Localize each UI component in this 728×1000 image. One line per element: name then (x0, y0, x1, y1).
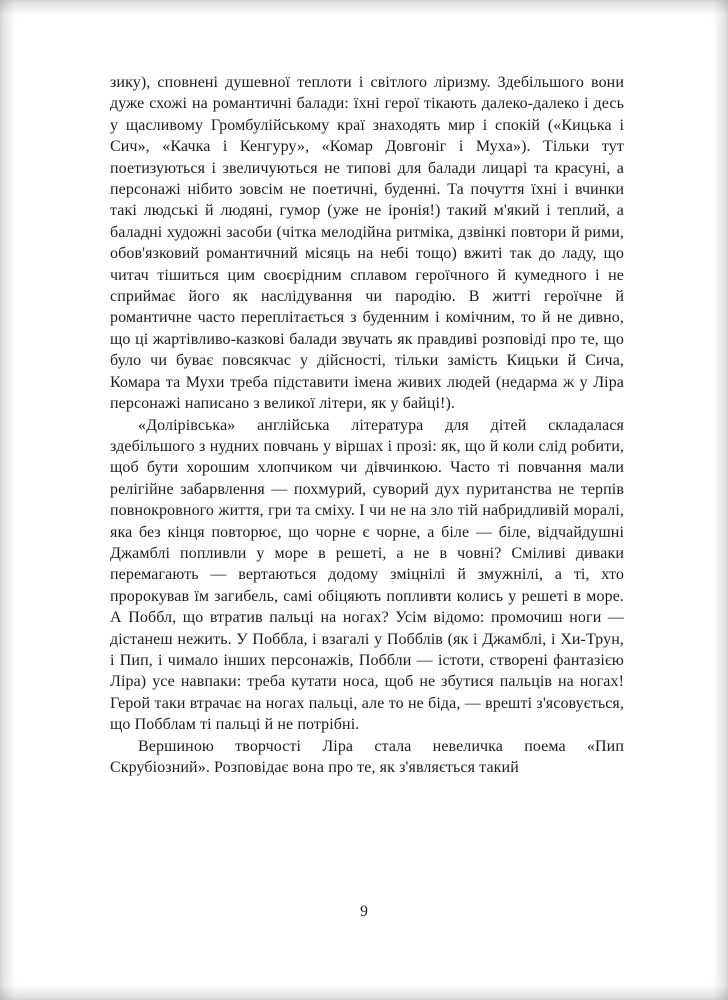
scan-shadow-top (0, 0, 728, 14)
text-block (110, 72, 624, 778)
scan-shadow-right (714, 0, 728, 1000)
paragraph: Вершиною творчості Ліра стала невеличка поема «Пип Скрубіозний». Розповідає вона про те, як з'являється такий (110, 737, 624, 776)
paragraph-continuation: зику), сповнені душевної теплоти і світлого ліризму. Здебільшого вони дуже схожі на романтичні балади: їхні герої тікають далеко-далеко і десь у щасливому Громбулійському краї знаходять мир і спокій («Кицька і Сич», «Качка і Кенгуру», «Комар Довгоніг і Муха»). Тільки тут поетизуються і звеличуються не типові для балади лицарі та красуні, а персонажі нібито зовсім не поетичні, буденні. Та почуття їхні і вчинки такі людські й людяні, гумор (уже не іронія!) такий м'який і теплий, а баладні художні засоби (чітка мелодійна ритміка, дзвінкі повтори й рими, обов'язковий романтичний місяць на небі тощо) вжиті так до ладу, що читач тішиться цим своєрідним сплавом героїчного й кумедного і не сприймає його як наслідування чи пародію. В житті героїчне й романтичне часто переплітається з буденним і комічним, то й не дивно, що ці жартівливо-казкові балади звучать як правдиві розповіді про те, що було чи буває повсякчас у дійсності, тільки замість Кицьки й Сича, Комара та Мухи треба підставити імена живих людей (недарма ж у Ліра персонажі написано з великої літери, як у байці!). (110, 74, 624, 413)
paragraph: «Долірівська» англійська література для дітей складалася здебільшого з нудних повчань у віршах і прозі: як, що й коли слід робити, щоб бути хорошим хлопчиком чи дівчинкою. Часто ті повчання мали релігійне забарвлення — похмурий, суворий дух пуританства не терпів повнокровного життя, гри та сміху. І чи не на зло тій набридливій моралі, яка без кінця повторює, що чорне є чорне, а біле — біле, відчайдушні Джамблі попливли у море в решеті, а не в човні? Сміливі диваки перемагають — вертаються додому зміцнілі й змужнілі, а ті, хто пророкував їм загибель, самі обіцяють попливти колись у решеті в море. А Поббл, що втратив пальці на ногах? Усім відомо: промочиш ноги — дістанеш нежить. У Поббла, і взагалі у Побблів (як і Джамблі, і Хи-Трун, і Пип, і чимало інших персонажів, Поббли — істоти, створені фантазією Ліра) усе навпаки: треба кутати носа, щоб не збутися пальців на ногах! Герой таки втрачає на ногах пальці, але то не біда, — врешті з'ясовується, що Побблам ті пальці й не потрібні. (110, 416, 624, 734)
page-number: 9 (360, 903, 368, 920)
scan-shadow-bottom (0, 986, 728, 1000)
scan-shadow-left (0, 0, 14, 1000)
